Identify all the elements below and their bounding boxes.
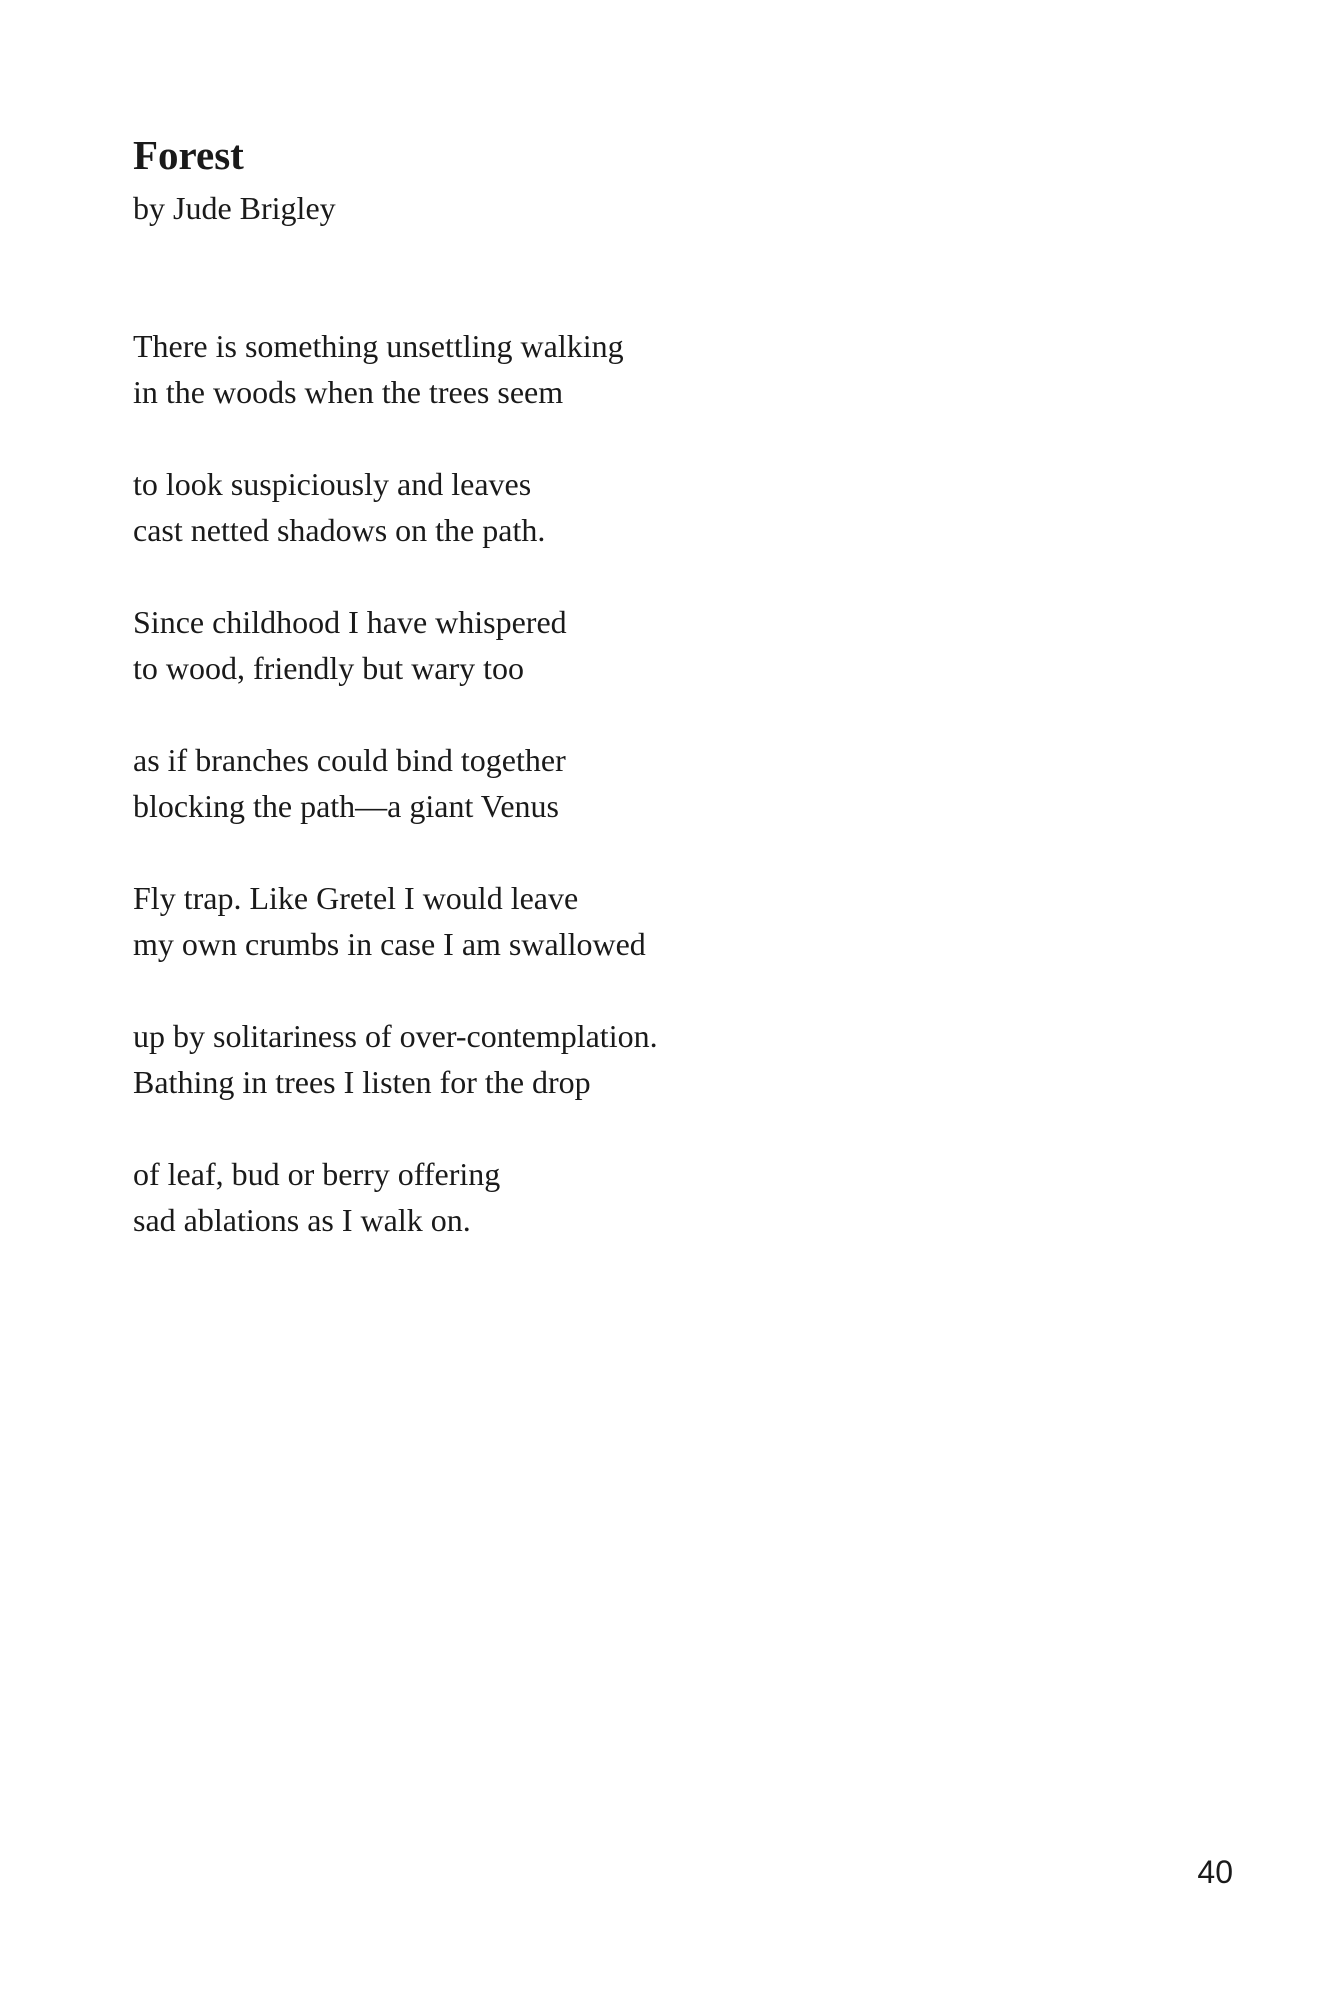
poem-title: Forest [133,132,244,178]
stanza [133,875,658,967]
poem-line: my own crumbs in case I am swallowed [133,926,646,962]
stanza [133,323,658,415]
poem-line: to look suspiciously and leaves [133,466,532,502]
page-number: 40 [1197,1854,1233,1890]
poem-line: sad ablations as I walk on. [133,1202,471,1238]
poem-line: There is something unsettling walking [133,328,624,364]
poem-line: Fly trap. Like Gretel I would leave [133,880,579,916]
poem-line: blocking the path—a giant Venus [133,788,559,824]
poem-line: Since childhood I have whispered [133,604,567,640]
poem-line: in the woods when the trees seem [133,374,564,410]
poem-line: up by solitariness of over-contemplation. [133,1018,658,1054]
stanza [133,737,658,829]
poem-line: cast netted shadows on the path. [133,512,546,548]
stanza [133,1151,658,1243]
poem-byline: by Jude Brigley [133,190,336,226]
poem-body [133,323,658,1289]
poem-line: as if branches could bind together [133,742,566,778]
poem-line: of leaf, bud or berry offering [133,1156,501,1192]
poem-line: Bathing in trees I listen for the drop [133,1064,591,1100]
poem-line: to wood, friendly but wary too [133,650,525,686]
stanza [133,461,658,553]
stanza [133,1013,658,1105]
stanza [133,599,658,691]
